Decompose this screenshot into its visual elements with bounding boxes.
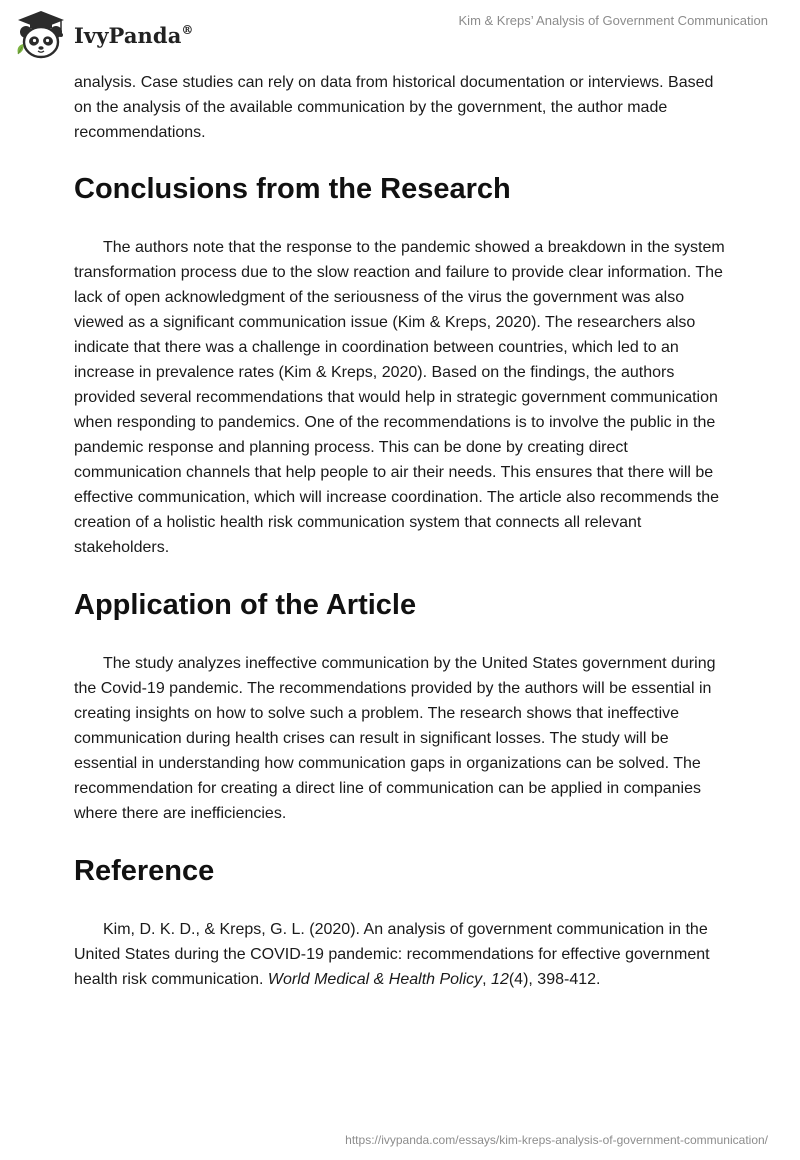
page-header [0,0,800,70]
panda-graduate-icon [14,8,68,62]
source-url[interactable]: https://ivypanda.com/essays/kim-kreps-analysis-of-government-communication/ [345,1133,768,1147]
ivypanda-logo[interactable] [14,8,194,62]
document-title: Kim & Kreps’ Analysis of Government Communication [458,13,768,28]
reference-journal: World Medical & Health Policy [267,971,483,988]
heading-reference: Reference [74,855,215,887]
reference-volume: 12 [491,971,509,988]
registered-mark: ® [181,22,194,37]
reference-pages: (4), 398-412. [508,971,601,988]
conclusions-paragraph: The authors note that the response to the pandemic showed a breakdown in the system transformation process due to the slow reaction and failure to provide clear information. The lack of open acknowledgment of the seriousness of the virus the government was also viewed as a significant communication issue (Kim & Kreps, 2020). The researchers also indicate that there was a challenge in coordination between countries, which led to an increase in prevalence rates (Kim & Kreps, 2020). Based on the findings, the authors provided several recommendations that would help in strategic government communication when responding to pandemics. One of the recommendations is to involve the public in the pandemic response and planning process. This can be done by creating direct communication channels that help people to air their needs. This ensures that there will be effective communication, which will increase coordination. The article also recommends the creation of a holistic health risk communication system that connects all relevant stakeholders. [74,239,725,556]
intro-paragraph: analysis. Case studies can rely on data from historical documentation or interviews. Based on the analysis of the available communication by the government, the author made recommendations. [74,74,714,141]
heading-conclusions: Conclusions from the Research [74,173,511,205]
reference-separator: , [482,971,492,988]
heading-application: Application of the Article [74,589,417,621]
application-paragraph: The study analyzes ineffective communication by the United States government during the Covid-19 pandemic. The recommendations provided by the authors will be essential in creating insights on how to solve such a problem. The research shows that ineffective communication during health crises can result in significant losses. The study will be essential in understanding how communication gaps in organizations can be solved. The recommendation for creating a direct line of communication can be applied in companies where there are inefficiencies. [74,655,716,822]
reference-entry [74,917,730,992]
essay-body [74,70,730,992]
reference-authors: Kim, D. K. D., & Kreps, G. L. (2020). An analysis of government communication in the United States during the COVID-19 pandemic: recommendations for effective government health risk communication. [74,921,710,988]
brand-name: IvyPanda® [74,22,194,48]
